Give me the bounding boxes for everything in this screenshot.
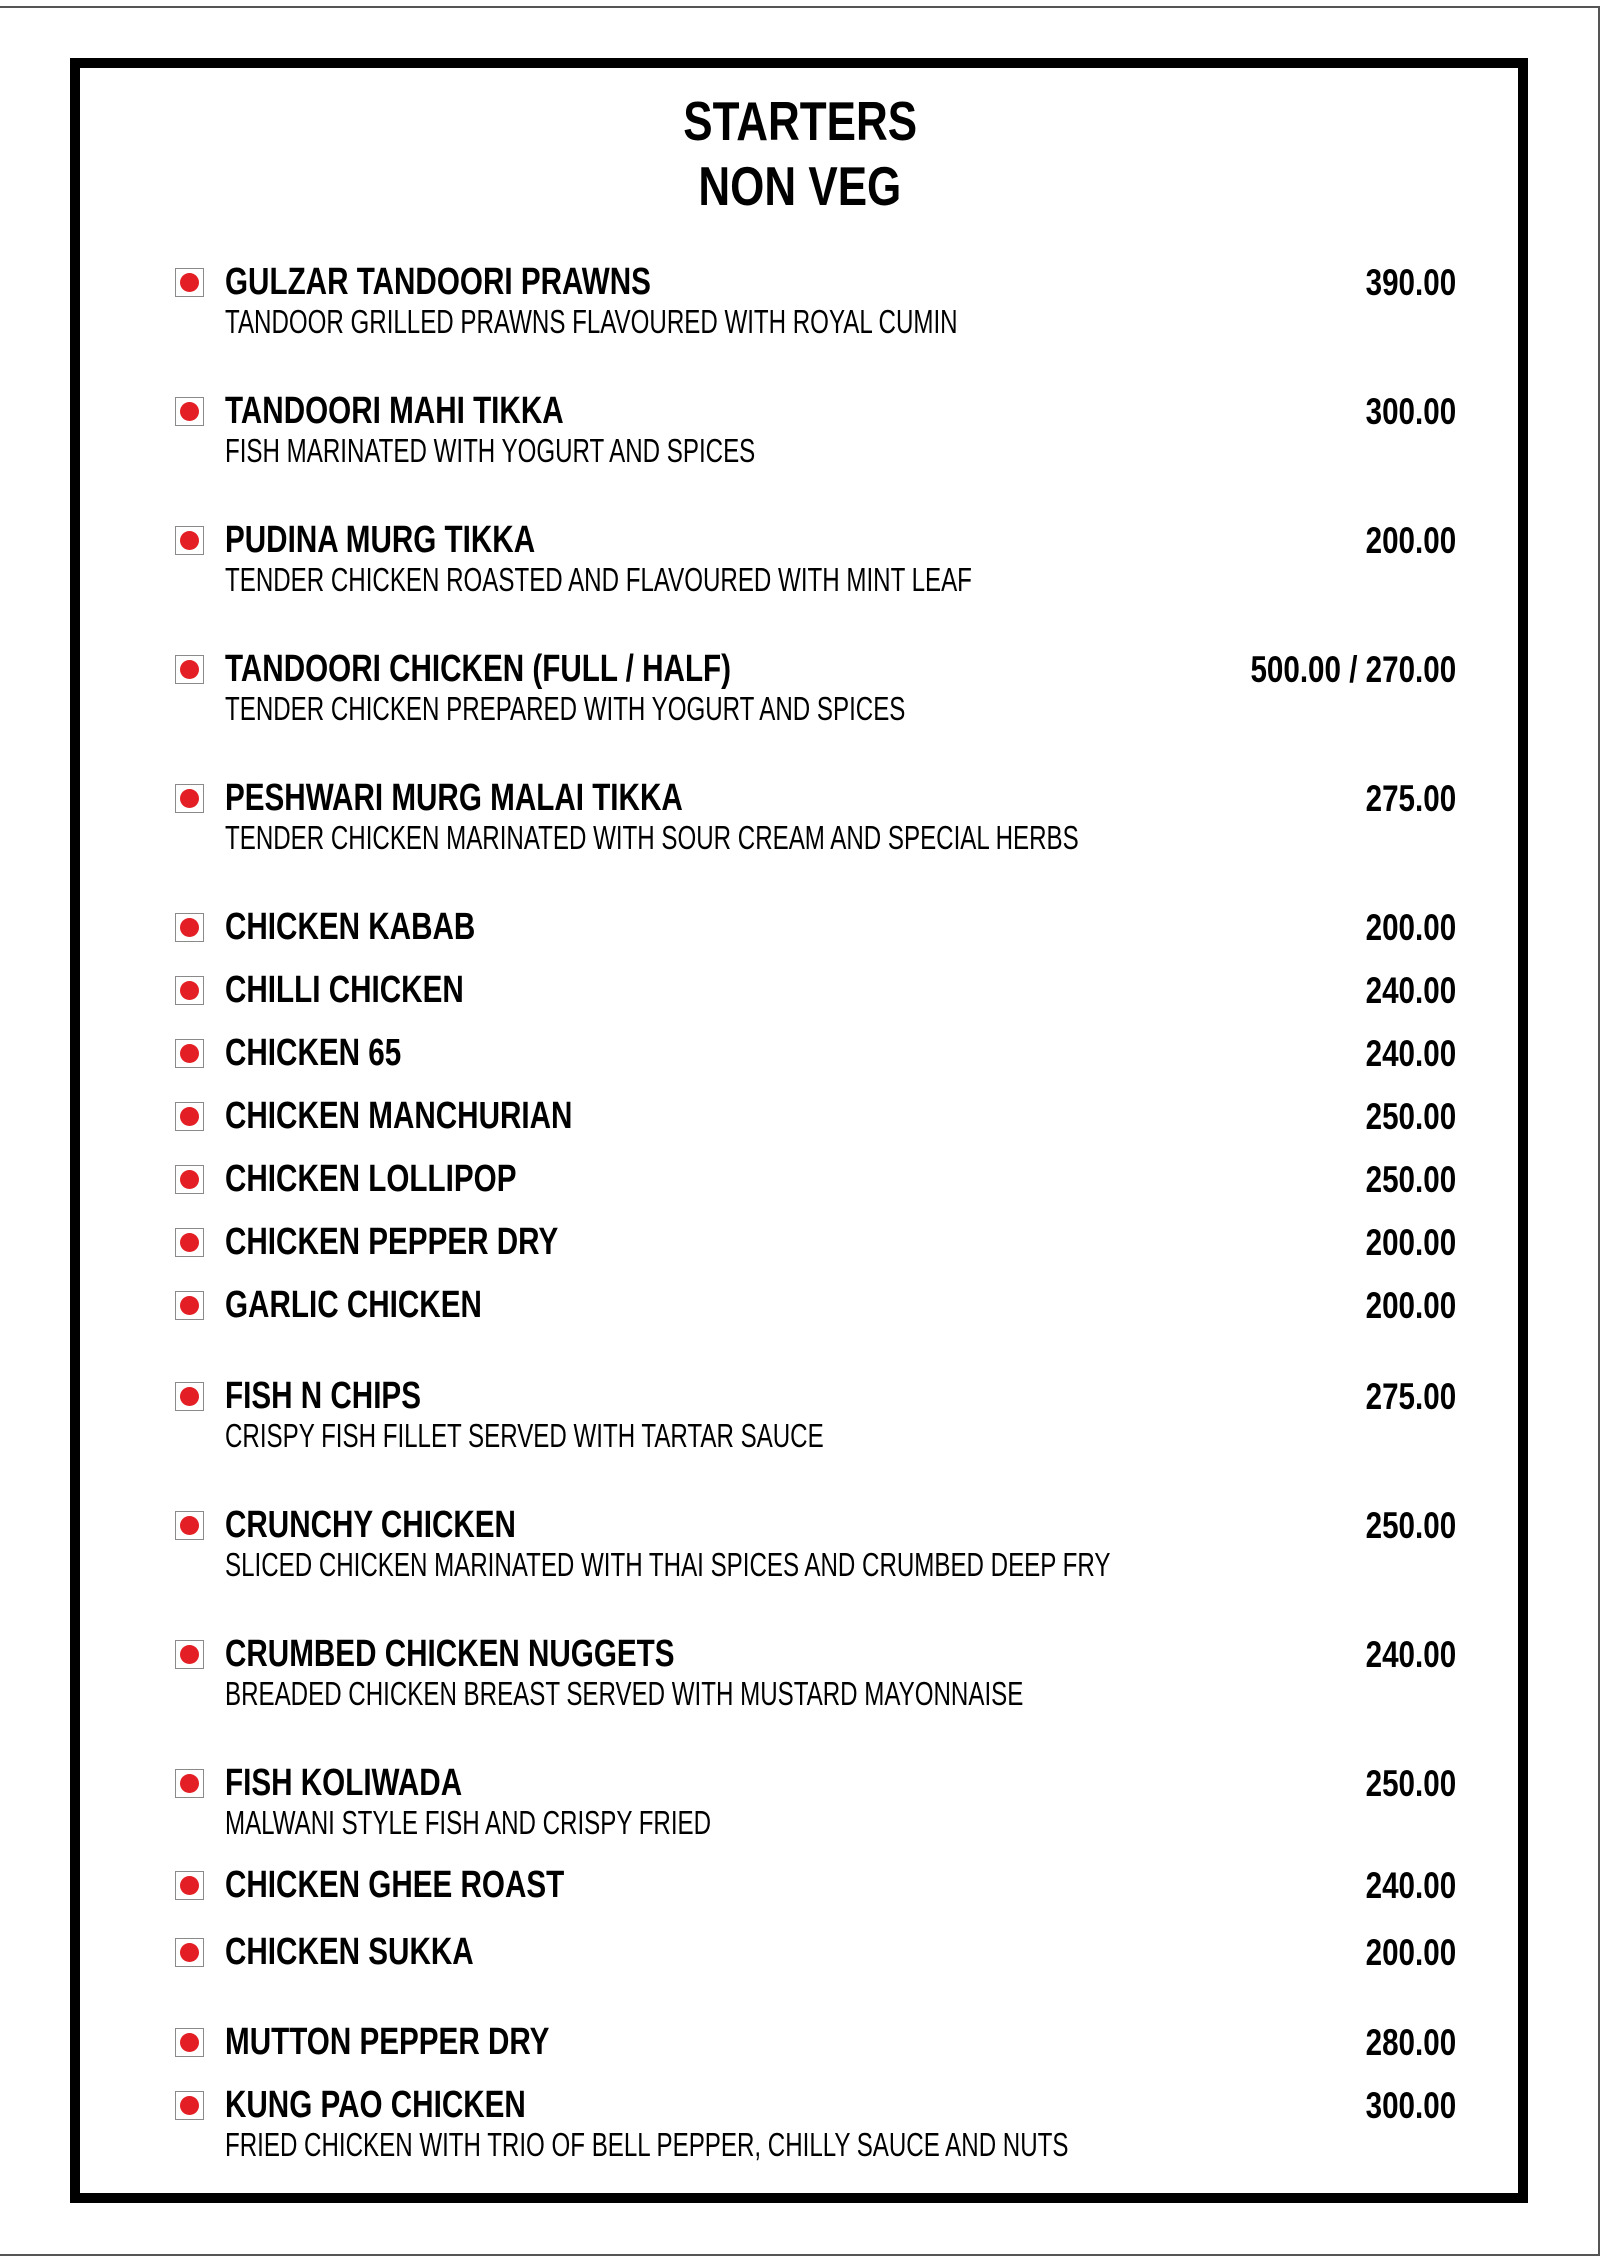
menu-item-name: CHICKEN SUKKA <box>225 1931 474 1973</box>
menu-item-description: FRIED CHICKEN WITH TRIO OF BELL PEPPER, CHILLY SAUCE AND NUTS <box>225 2127 1069 2164</box>
non-veg-indicator-icon <box>175 1511 204 1540</box>
menu-item-price: 275.00 <box>1365 778 1456 819</box>
red-dot-icon <box>180 2033 199 2052</box>
menu-item-name: FISH N CHIPS <box>225 1375 421 1417</box>
non-veg-indicator-icon <box>175 397 204 426</box>
menu-item-name: CHICKEN PEPPER DRY <box>225 1221 559 1263</box>
red-dot-icon <box>180 660 199 679</box>
menu-item-name: TANDOORI CHICKEN (FULL / HALF) <box>225 648 732 690</box>
menu-item-price: 300.00 <box>1365 391 1456 432</box>
menu-item-price: 300.00 <box>1365 2085 1456 2126</box>
non-veg-indicator-icon <box>175 1938 204 1967</box>
menu-item-price: 200.00 <box>1365 1285 1456 1326</box>
non-veg-indicator-icon <box>175 1871 204 1900</box>
red-dot-icon <box>180 1645 199 1664</box>
non-veg-indicator-icon <box>175 976 204 1005</box>
non-veg-indicator-icon <box>175 1640 204 1669</box>
menu-item-description: TENDER CHICKEN PREPARED WITH YOGURT AND SPICES <box>225 691 906 728</box>
menu-item-price: 500.00 / 270.00 <box>1250 649 1456 690</box>
menu-item-description: MALWANI STYLE FISH AND CRISPY FRIED <box>225 1805 712 1842</box>
red-dot-icon <box>180 1943 199 1962</box>
menu-item-name: CHILLI CHICKEN <box>225 969 464 1011</box>
red-dot-icon <box>180 1876 199 1895</box>
non-veg-indicator-icon <box>175 1769 204 1798</box>
menu-item-name: CHICKEN MANCHURIAN <box>225 1095 573 1137</box>
menu-item-price: 200.00 <box>1365 520 1456 561</box>
menu-section-subtitle <box>0 155 1600 217</box>
menu-item-name: PUDINA MURG TIKKA <box>225 519 536 561</box>
menu-section-subtitle-text: NON VEG <box>698 155 902 217</box>
menu-item-description: SLICED CHICKEN MARINATED WITH THAI SPICES AND CRUMBED DEEP FRY <box>225 1547 1111 1584</box>
menu-item-price: 240.00 <box>1365 970 1456 1011</box>
menu-section-title-text: STARTERS <box>683 90 917 152</box>
non-veg-indicator-icon <box>175 526 204 555</box>
red-dot-icon <box>180 1516 199 1535</box>
menu-item-description: TANDOOR GRILLED PRAWNS FLAVOURED WITH ROYAL CUMIN <box>225 304 958 341</box>
non-veg-indicator-icon <box>175 913 204 942</box>
red-dot-icon <box>180 1387 199 1406</box>
menu-item-name: GULZAR TANDOORI PRAWNS <box>225 261 651 303</box>
non-veg-indicator-icon <box>175 2028 204 2057</box>
red-dot-icon <box>180 273 199 292</box>
menu-item-price: 200.00 <box>1365 1932 1456 1973</box>
red-dot-icon <box>180 789 199 808</box>
menu-item-name: CRUMBED CHICKEN NUGGETS <box>225 1633 675 1675</box>
red-dot-icon <box>180 1233 199 1252</box>
menu-item-description: BREADED CHICKEN BREAST SERVED WITH MUSTARD MAYONNAISE <box>225 1676 1024 1713</box>
menu-item-name: MUTTON PEPPER DRY <box>225 2021 550 2063</box>
menu-item-price: 240.00 <box>1365 1634 1456 1675</box>
menu-item-price: 275.00 <box>1365 1376 1456 1417</box>
menu-section-title <box>0 90 1600 152</box>
menu-item-price: 250.00 <box>1365 1505 1456 1546</box>
non-veg-indicator-icon <box>175 1039 204 1068</box>
menu-item-description: FISH MARINATED WITH YOGURT AND SPICES <box>225 433 756 470</box>
red-dot-icon <box>180 402 199 421</box>
menu-item-name: FISH KOLIWADA <box>225 1762 463 1804</box>
menu-item-price: 250.00 <box>1365 1159 1456 1200</box>
non-veg-indicator-icon <box>175 1291 204 1320</box>
menu-item-name: CHICKEN GHEE ROAST <box>225 1864 565 1906</box>
menu-item-price: 390.00 <box>1365 262 1456 303</box>
menu-item-price: 240.00 <box>1365 1865 1456 1906</box>
menu-item-price: 240.00 <box>1365 1033 1456 1074</box>
non-veg-indicator-icon <box>175 1228 204 1257</box>
menu-item-name: KUNG PAO CHICKEN <box>225 2084 526 2126</box>
menu-item-name: CRUNCHY CHICKEN <box>225 1504 516 1546</box>
menu-item-price: 200.00 <box>1365 1222 1456 1263</box>
red-dot-icon <box>180 1774 199 1793</box>
menu-item-price: 250.00 <box>1365 1096 1456 1137</box>
menu-item-name: GARLIC CHICKEN <box>225 1284 482 1326</box>
menu-item-price: 280.00 <box>1365 2022 1456 2063</box>
non-veg-indicator-icon <box>175 1165 204 1194</box>
menu-item-description: TENDER CHICKEN ROASTED AND FLAVOURED WITH MINT LEAF <box>225 562 972 599</box>
page-bottom-rule <box>0 2254 1600 2256</box>
red-dot-icon <box>180 1107 199 1126</box>
red-dot-icon <box>180 1044 199 1063</box>
menu-item-price: 200.00 <box>1365 907 1456 948</box>
red-dot-icon <box>180 2096 199 2115</box>
red-dot-icon <box>180 981 199 1000</box>
non-veg-indicator-icon <box>175 784 204 813</box>
red-dot-icon <box>180 1296 199 1315</box>
menu-item-name: CHICKEN KABAB <box>225 906 476 948</box>
non-veg-indicator-icon <box>175 268 204 297</box>
red-dot-icon <box>180 918 199 937</box>
red-dot-icon <box>180 531 199 550</box>
red-dot-icon <box>180 1170 199 1189</box>
non-veg-indicator-icon <box>175 2091 204 2120</box>
menu-item-name: CHICKEN LOLLIPOP <box>225 1158 517 1200</box>
menu-item-name: PESHWARI MURG MALAI TIKKA <box>225 777 683 819</box>
menu-item-price: 250.00 <box>1365 1763 1456 1804</box>
non-veg-indicator-icon <box>175 1382 204 1411</box>
non-veg-indicator-icon <box>175 1102 204 1131</box>
menu-item-description: CRISPY FISH FILLET SERVED WITH TARTAR SAUCE <box>225 1418 824 1455</box>
menu-item-description: TENDER CHICKEN MARINATED WITH SOUR CREAM AND SPECIAL HERBS <box>225 820 1079 857</box>
menu-item-name: TANDOORI MAHI TIKKA <box>225 390 564 432</box>
page-top-rule <box>0 6 1600 8</box>
menu-item-name: CHICKEN 65 <box>225 1032 402 1074</box>
non-veg-indicator-icon <box>175 655 204 684</box>
